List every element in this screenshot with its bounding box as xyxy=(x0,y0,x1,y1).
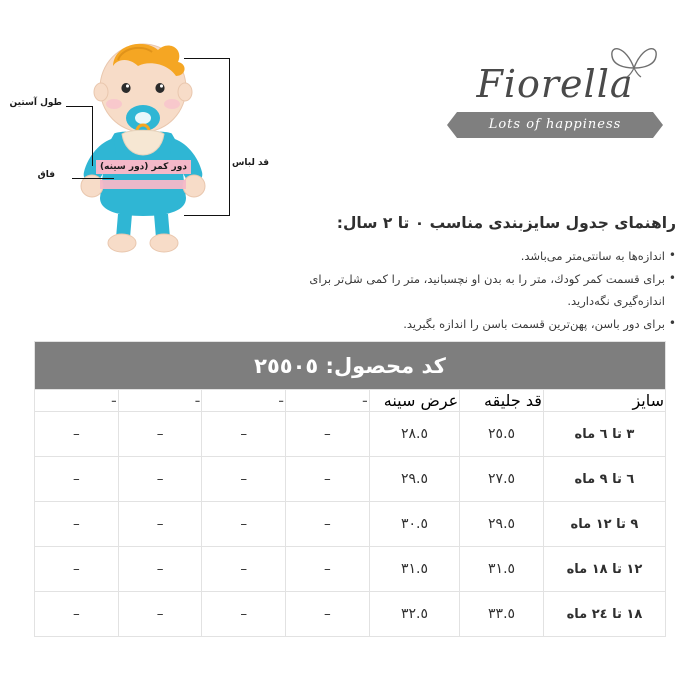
guide-notes-list xyxy=(276,245,676,335)
cell-empty: – xyxy=(286,592,370,637)
cell-empty: – xyxy=(118,592,202,637)
cell-empty: – xyxy=(286,412,370,457)
size-table-zone xyxy=(34,341,666,637)
col-header-vest-length: قد جليقه xyxy=(460,390,544,412)
guide-block xyxy=(276,212,676,335)
table-row xyxy=(35,412,666,457)
table-body xyxy=(35,412,666,637)
cell-empty: – xyxy=(202,547,286,592)
guide-note: • براى قسمت كمر كودك، متر را به بدن او نچسبانيد، متر را كمى شل‌تر براى اندازه‌گيرى نگه‌داريد. xyxy=(276,268,676,313)
cell-empty: – xyxy=(35,412,119,457)
cell-chest-width: ٢٨.٥ xyxy=(369,412,459,457)
cell-vest-length: ٢٧.٥ xyxy=(460,457,544,502)
cell-vest-length: ٣١.٥ xyxy=(460,547,544,592)
bracket-garment-length xyxy=(184,58,230,216)
col-header-empty-2: - xyxy=(202,390,286,412)
cell-empty: – xyxy=(35,547,119,592)
cell-chest-width: ٢٩.٥ xyxy=(369,457,459,502)
brand-tagline-ribbon: Lots of happiness xyxy=(457,112,653,138)
cell-empty: – xyxy=(286,502,370,547)
callout-sleeve-length: طول آستين xyxy=(9,98,62,108)
size-table xyxy=(34,341,666,637)
col-header-empty-3: - xyxy=(118,390,202,412)
leader-line-sleeve-v xyxy=(92,106,93,166)
cell-size: ١٨ تا ٢٤ ماه xyxy=(543,592,665,637)
guide-note: • اندازه‌ها به سانتى‌متر مى‌باشد. xyxy=(276,245,676,267)
callout-crotch: فاق xyxy=(37,170,55,180)
cell-empty: – xyxy=(118,457,202,502)
baby-svg xyxy=(18,30,268,260)
cell-size: ٣ تا ٦ ماه xyxy=(543,412,665,457)
cell-chest-width: ٣٢.٥ xyxy=(369,592,459,637)
cell-empty: – xyxy=(286,547,370,592)
cell-empty: – xyxy=(35,457,119,502)
table-row xyxy=(35,457,666,502)
top-section xyxy=(0,0,700,330)
guide-note: • براى دور باسن، پهن‌ترين قسمت باسن را اندازه بگيريد. xyxy=(276,313,676,335)
cell-empty: – xyxy=(118,547,202,592)
cell-empty: – xyxy=(118,502,202,547)
cell-empty: – xyxy=(202,502,286,547)
product-code-label: كد محصول: ٢٥٥٠٥ xyxy=(35,342,666,390)
table-header-row xyxy=(35,390,666,412)
cell-vest-length: ٢٥.٥ xyxy=(460,412,544,457)
cell-chest-width: ٣٠.٥ xyxy=(369,502,459,547)
cell-empty: – xyxy=(202,412,286,457)
col-header-chest-width: عرض سينه xyxy=(369,390,459,412)
col-header-empty-4: - xyxy=(35,390,119,412)
cell-vest-length: ٣٣.٥ xyxy=(460,592,544,637)
table-row xyxy=(35,502,666,547)
guide-title: راهنماى جدول سايزبندى مناسب ٠ تا ٢ سال: xyxy=(336,214,676,232)
brand-logo xyxy=(440,38,670,178)
cell-empty: – xyxy=(286,457,370,502)
baby-illustration xyxy=(9,30,270,260)
callout-waist-chest: دور كمر (دور سينه) xyxy=(96,160,191,174)
table-row xyxy=(35,547,666,592)
cell-empty: – xyxy=(202,592,286,637)
cell-vest-length: ٢٩.٥ xyxy=(460,502,544,547)
leader-line-sleeve xyxy=(66,106,92,107)
brand-name: Fiorella xyxy=(476,62,634,106)
callout-garment-length: قد لباس xyxy=(232,158,270,168)
col-header-size: سايز xyxy=(543,390,665,412)
butterfly-icon xyxy=(606,38,662,78)
cell-size: ١٢ تا ١٨ ماه xyxy=(543,547,665,592)
cell-empty: – xyxy=(35,592,119,637)
product-code-row xyxy=(35,342,666,390)
cell-chest-width: ٣١.٥ xyxy=(369,547,459,592)
cell-empty: – xyxy=(35,502,119,547)
cell-size: ٩ تا ١٢ ماه xyxy=(543,502,665,547)
col-header-empty-1: - xyxy=(286,390,370,412)
cell-size: ٦ تا ٩ ماه xyxy=(543,457,665,502)
cell-empty: – xyxy=(118,412,202,457)
cell-empty: – xyxy=(202,457,286,502)
table-row xyxy=(35,592,666,637)
leader-line-crotch xyxy=(72,178,114,179)
